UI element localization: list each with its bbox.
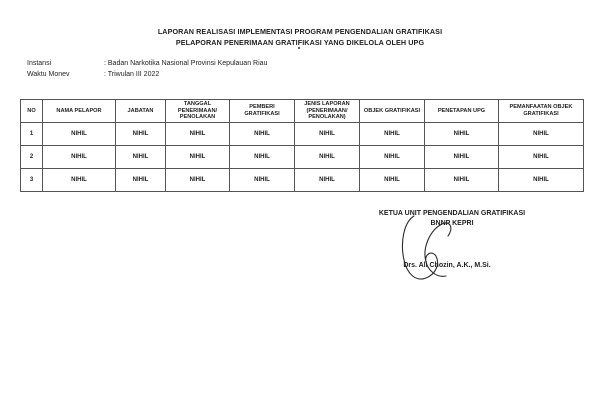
table-cell: NIHIL [425, 146, 499, 169]
table-cell: NIHIL [360, 169, 425, 192]
table-cell: NIHIL [295, 169, 360, 192]
table-cell: NIHIL [425, 169, 499, 192]
col-header-tanggal: TANGGAL PENERIMAAN/ PENOLAKAN [166, 100, 230, 123]
table-cell: NIHIL [230, 146, 295, 169]
signer-office: BNNP KEPRI [430, 220, 474, 227]
col-header-jenis-laporan: JENIS LAPORAN (PENERIMAAN/ PENOLAKAN) [295, 100, 360, 123]
table-row [21, 123, 584, 146]
table-cell: NIHIL [360, 123, 425, 146]
meta-label: Instansi [27, 60, 52, 67]
table-cell: NIHIL [43, 123, 116, 146]
col-header-nama-pelapor: NAMA PELAPOR [43, 100, 116, 123]
col-header-pemberi: PEMBERI GRATIFIKASI [230, 100, 295, 123]
table-cell: NIHIL [166, 123, 230, 146]
table-cell: NIHIL [499, 146, 584, 169]
table-cell: NIHIL [116, 123, 166, 146]
table-cell: NIHIL [295, 123, 360, 146]
table-cell: NIHIL [116, 169, 166, 192]
col-header-objek: OBJEK GRATIFIKASI [360, 100, 425, 123]
table-cell: NIHIL [425, 123, 499, 146]
table-cell: 1 [21, 123, 43, 146]
report-title: LAPORAN REALISASI IMPLEMENTASI PROGRAM PENGENDALIAN GRATIFIKASI [157, 27, 443, 36]
table-cell: NIHIL [499, 169, 584, 192]
report-meta [27, 58, 267, 80]
col-header-pemanfaatan: PEMANFAATAN OBJEK GRATIFIKASI [499, 100, 584, 123]
signer-name: Drs. Ali Chozin, A.K., M.Si. [403, 262, 491, 269]
meta-row-instansi [27, 58, 267, 69]
col-header-penetapan: PENETAPAN UPG [425, 100, 499, 123]
table-header-row [21, 100, 584, 123]
gratification-report-table [20, 99, 584, 192]
meta-label: Waktu Monev [27, 71, 70, 78]
table-row [21, 169, 584, 192]
meta-value: : Badan Narkotika Nasional Provinsi Kepulauan Riau [104, 60, 268, 67]
table-cell: NIHIL [499, 123, 584, 146]
handwritten-signature [392, 208, 462, 288]
table-row [21, 146, 584, 169]
report-header [0, 26, 600, 48]
signer-position: KETUA UNIT PENGENDALIAN GRATIFIKASI [378, 210, 526, 217]
col-header-jabatan: JABATAN [116, 100, 166, 123]
table-cell: NIHIL [230, 123, 295, 146]
table-cell: 3 [21, 169, 43, 192]
table-cell: NIHIL [166, 146, 230, 169]
table-cell: NIHIL [43, 169, 116, 192]
table-cell: NIHIL [116, 146, 166, 169]
col-header-no: NO [21, 100, 43, 123]
table-cell: 2 [21, 146, 43, 169]
stray-dot [298, 47, 300, 49]
meta-value: : Triwulan III 2022 [104, 71, 160, 78]
table-cell: NIHIL [166, 169, 230, 192]
meta-row-waktu-monev [27, 69, 267, 80]
table-cell: NIHIL [360, 146, 425, 169]
report-subtitle: PELAPORAN PENERIMAAN GRATIFIKASI YANG DIKELOLA OLEH UPG [175, 38, 425, 47]
table-cell: NIHIL [295, 146, 360, 169]
table-cell: NIHIL [43, 146, 116, 169]
table-cell: NIHIL [230, 169, 295, 192]
